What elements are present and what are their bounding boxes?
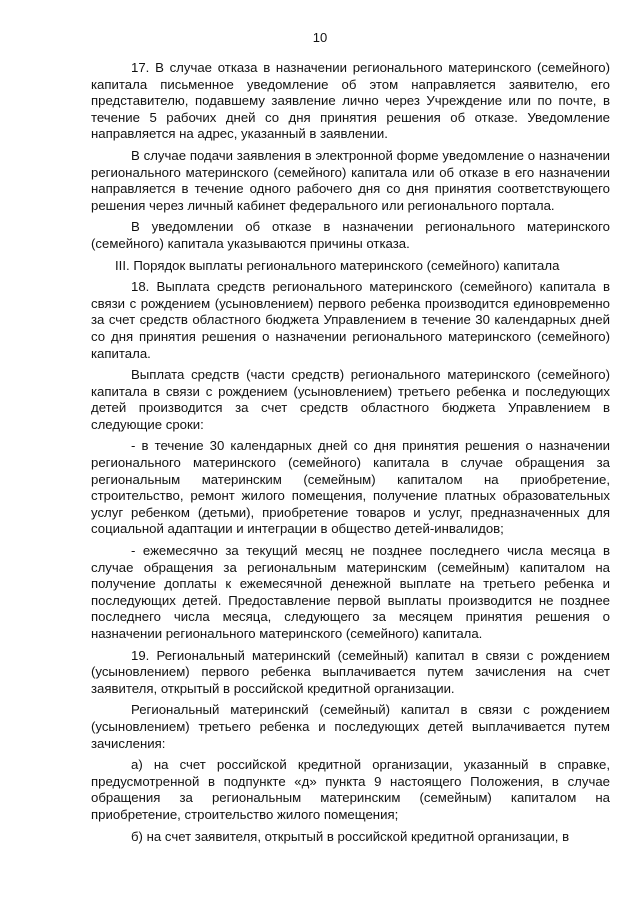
list-item-a: а) на счет российской кредитной организации, указанный в справке, предусмотренной в подпункте «д» пункта 9 настоящего Положения, в случае обращения за региональным материнским (семейным) капиталом на приобретение, строительство жилого помещения; (91, 757, 610, 822)
list-item-b: б) на счет заявителя, открытый в российской кредитной организации, в (131, 828, 570, 844)
paragraph-payment-terms: Выплата средств (части средств) регионального материнского (семейного) капитала в связи с рождением (усыновлением) третьего ребенка и последующих детей производится за счет средств областного бюджета Управлением в следующие сроки: (91, 367, 610, 432)
paragraph-third-child: Региональный материнский (семейный) капитал в связи с рождением (усыновлением) третьего ребенка и последующих детей выплачивается путем зачисления: (91, 702, 610, 751)
section-heading: III. Порядок выплаты регионального материнского (семейного) капитала (115, 257, 560, 273)
list-item-monthly: - ежемесячно за текущий месяц не позднее последнего числа месяца в случае обращения за региональным материнским (семейным) капиталом на получение доплаты к ежемесячной денежной выплате на третьего ребенка и последующих детей. Предоставление первой выплаты производится не позднее последнего числа месяца, следующего за месяцем принятия решения о назначении регионального материнского (семейного) капитала. (91, 543, 610, 641)
paragraph-refusal-reasons: В уведомлении об отказе в назначении регионального материнского (семейного) капитала указываются причины отказа. (91, 219, 610, 251)
paragraph-electronic-notice: В случае подачи заявления в электронной форме уведомление о назначении регионального материнского (семейного) капитала или об отказе в его назначении направляется в течение одного рабочего дня со дня принятия соответствующего решения через личный кабинет федерального или регионального портала. (91, 147, 610, 213)
list-item-30-days: - в течение 30 календарных дней со дня принятия решения о назначении регионального материнского (семейного) капитала в случае обращения за региональным материнским (семейным) капиталом на приобретение, строительство, ремонт жилого помещения, получение платных образовательных услуг ребенком (детьми), приобретение товаров и услуг, предназначенных для социальной адаптации и интеграции в общество детей-инвалидов; (91, 438, 610, 537)
page-number: 10 (312, 30, 328, 45)
paragraph-19: 19. Региональный материнский (семейный) капитал в связи с рождением (усыновлением) первого ребенка выплачивается путем зачисления на счет заявителя, открытый в российской кредитной организации. (91, 647, 610, 696)
paragraph-17: 17. В случае отказа в назначении регионального материнского (семейного) капитала письменное уведомление об этом направляется заявителю, его представителю, подавшему заявление лично через Учреждение или по почте, в течение 5 рабочих дней со дня принятия решения об отказе. Уведомление направляется на адрес, указанный в заявлении. (91, 60, 610, 142)
paragraph-18: 18. Выплата средств регионального материнского (семейного) капитала в связи с рождением (усыновлением) первого ребенка производится единовременно за счет средств областного бюджета Управлением в течение 30 календарных дней со дня принятия решения о назначении регионального материнского (семейного) капитала. (91, 279, 610, 361)
document-body (91, 60, 610, 850)
